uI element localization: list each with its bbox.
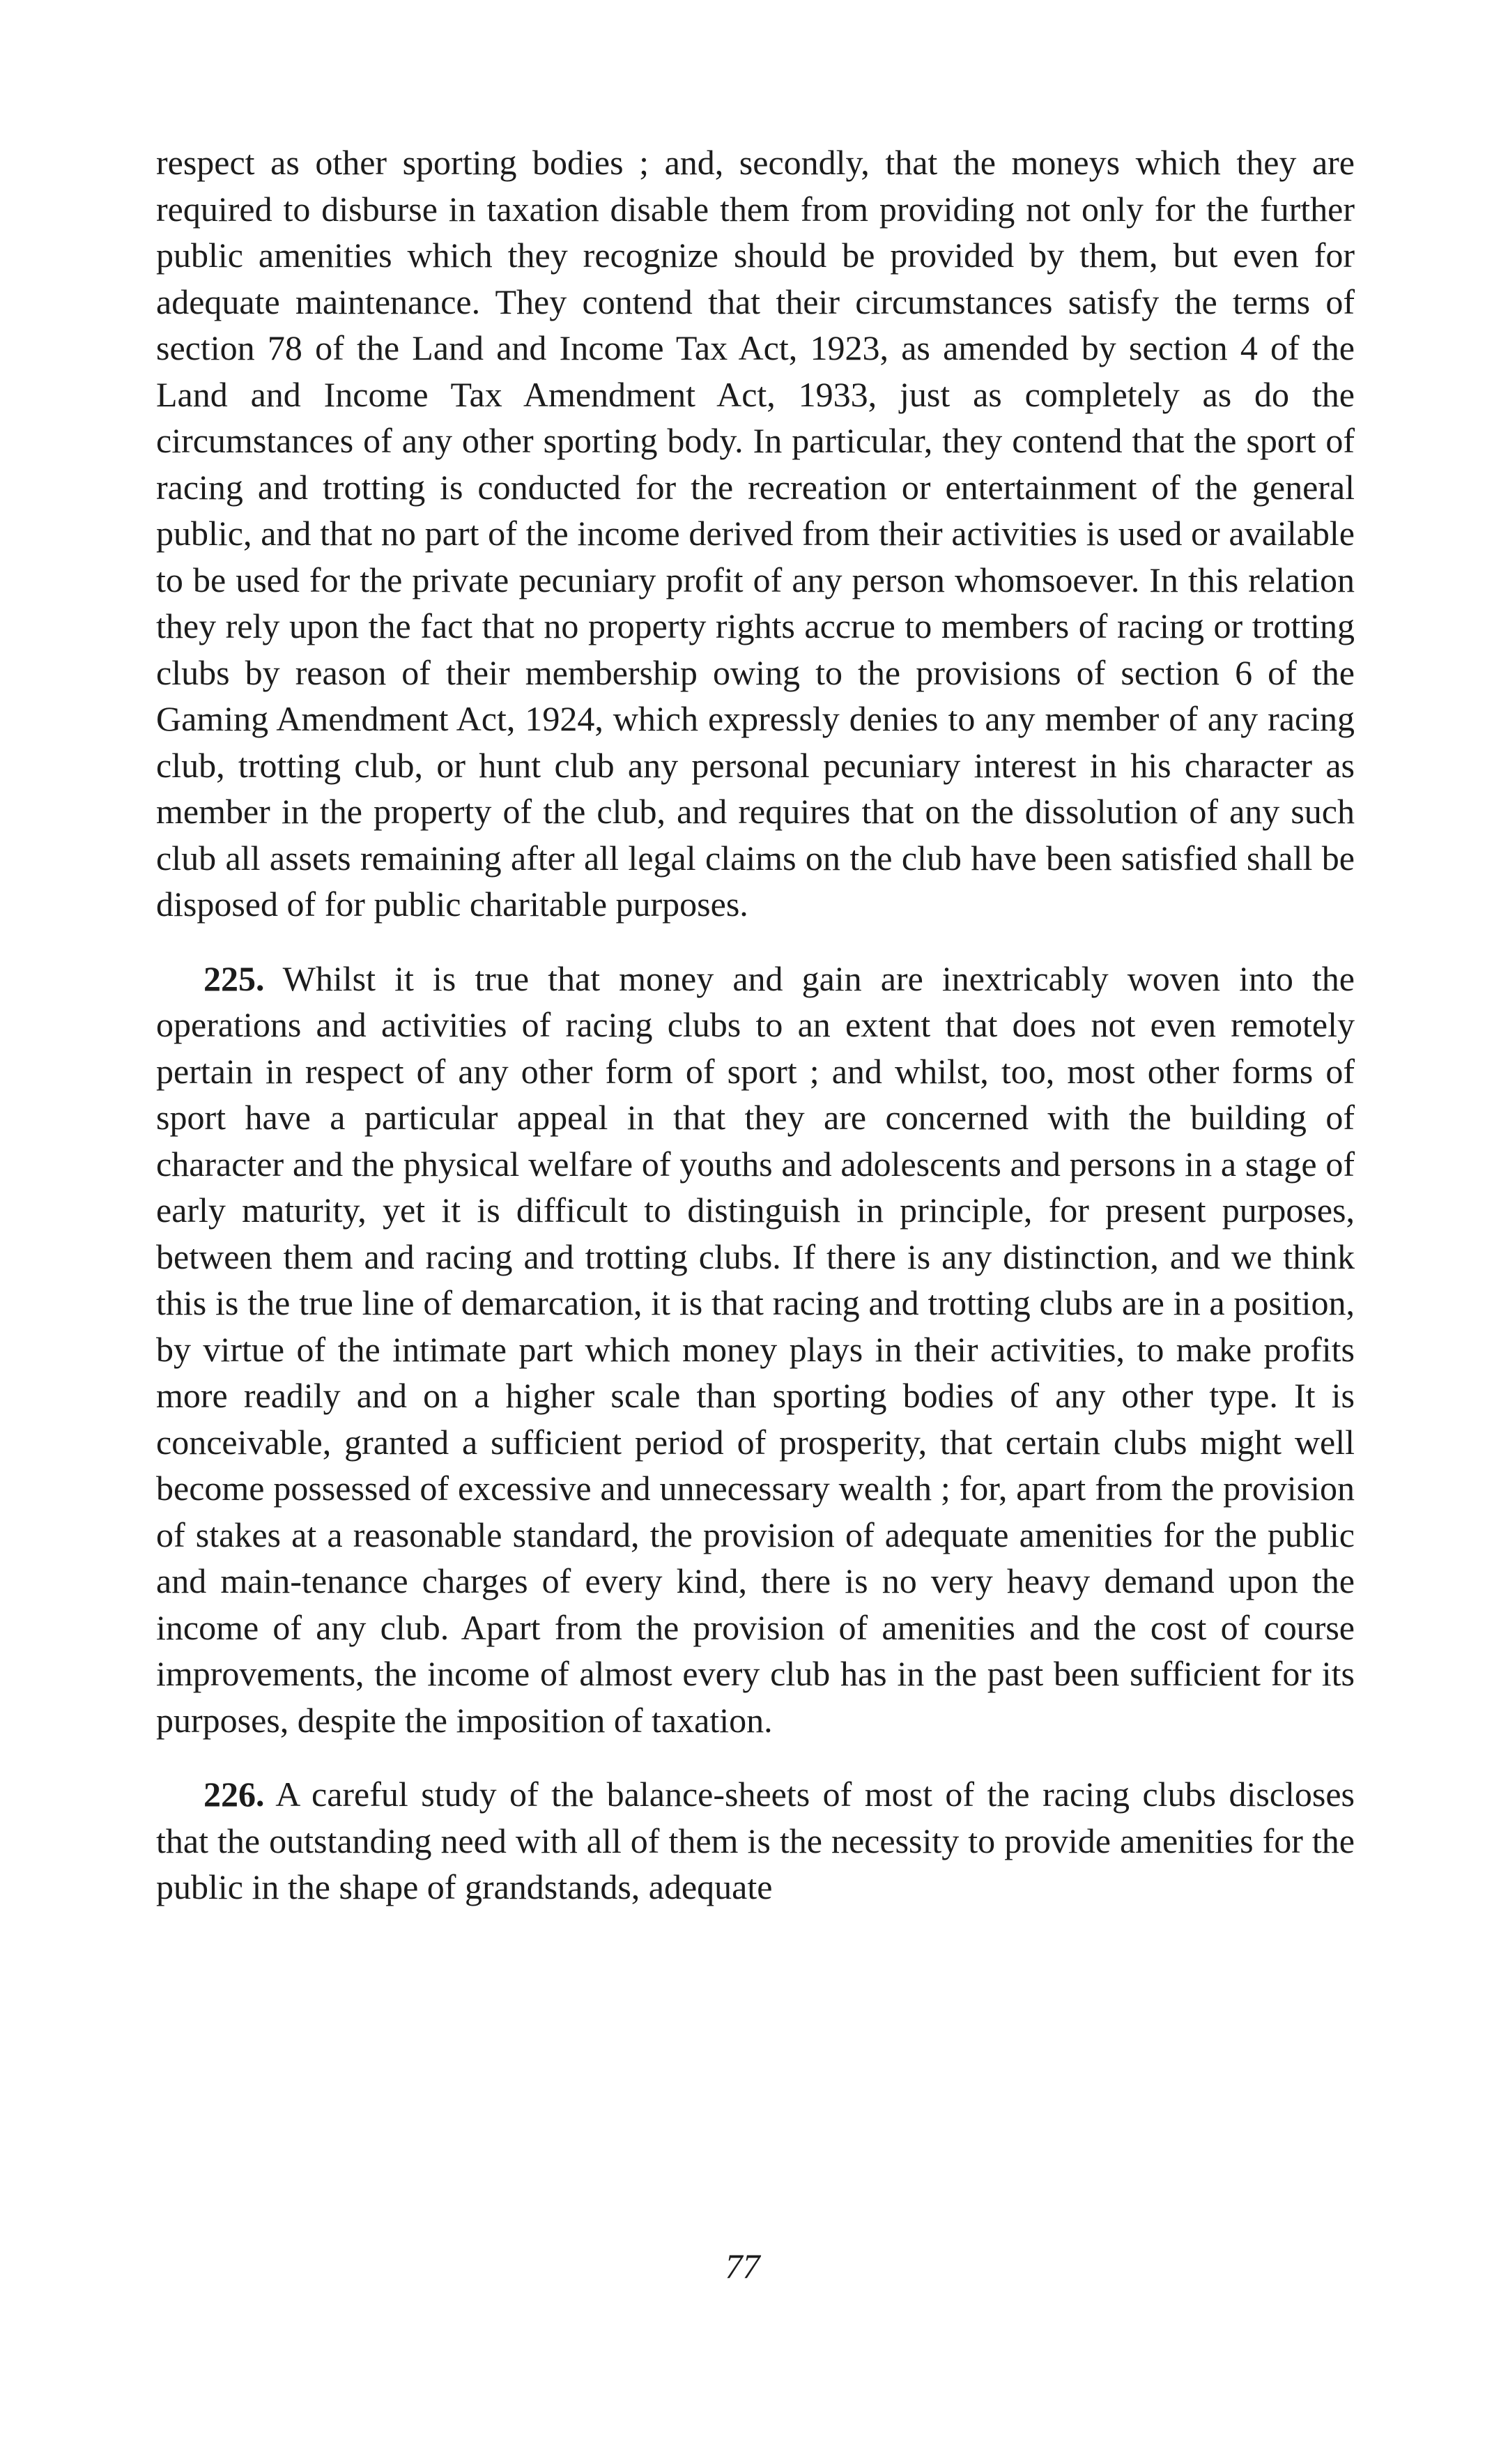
- paragraph-text: A careful study of the balance-sheets of most of the racing clubs discloses that the outstanding need with all of them is the necessity to provide amenities for the public in the shape of grandstands, adequate: [156, 1775, 1355, 1906]
- paragraph-number: 226.: [203, 1775, 265, 1814]
- document-page: [156, 139, 1355, 1911]
- paragraph-continued: [156, 139, 1355, 928]
- paragraph-226: [156, 1771, 1355, 1911]
- paragraph-text: Whilst it is true that money and gain are inextricably woven into the operations and activities of racing clubs to an extent that does not even remotely pertain in respect of any other form of sport ; and whilst, too, most other forms of sport have a particular appeal in that they are concerned with the building of character and the physical welfare of youths and adolescents and persons in a stage of early maturity, yet it is difficult to distinguish in principle, for present purposes, between them and racing and trotting clubs. If there is any distinction, and we think this is the true line of demarcation, it is that racing and trotting clubs are in a position, by virtue of the intimate part which money plays in their activities, to make profits more readily and on a higher scale than sporting bodies of any other type. It is conceivable, granted a sufficient period of prosperity, that certain clubs might well become possessed of excessive and unnecessary wealth ; for, apart from the provision of stakes at a reasonable standard, the provision of adequate amenities for the public and main-tenance charges of every kind, there is no very heavy demand upon the income of any club. Apart from the provision of amenities and the cost of course improvements, the income of almost every club has in the past been sufficient for its purposes, despite the imposition of taxation.: [156, 958, 1355, 1740]
- paragraph-text: respect as other sporting bodies ; and, secondly, that the moneys which they are required to disburse in taxation disable them from providing not only for the further public amenities which they recognize should be provided by them, but even for adequate maintenance. They contend that their circumstances satisfy the terms of section 78 of the Land and Income Tax Act, 1923, as amended by section 4 of the Land and Income Tax Amendment Act, 1933, just as completely as do the circumstances of any other sporting body. In particular, they contend that the sport of racing and trotting is conducted for the recreation or entertainment of the general public, and that no part of the income derived from their activities is used or available to be used for the private pecuniary profit of any person whomsoever. In this relation they rely upon the fact that no property rights accrue to members of racing or trotting clubs by reason of their membership owing to the provisions of section 6 of the Gaming Amendment Act, 1924, which expressly denies to any member of any racing club, trotting club, or hunt club any personal pecuniary interest in his character as member in the property of the club, and requires that on the dissolution of any such club all assets remaining after all legal claims on the club have been satisfied shall be disposed of for public charitable purposes.: [156, 143, 1355, 924]
- paragraph-225: [156, 956, 1355, 1744]
- paragraph-number: 225.: [203, 958, 265, 998]
- page-number: 77: [725, 2247, 760, 2286]
